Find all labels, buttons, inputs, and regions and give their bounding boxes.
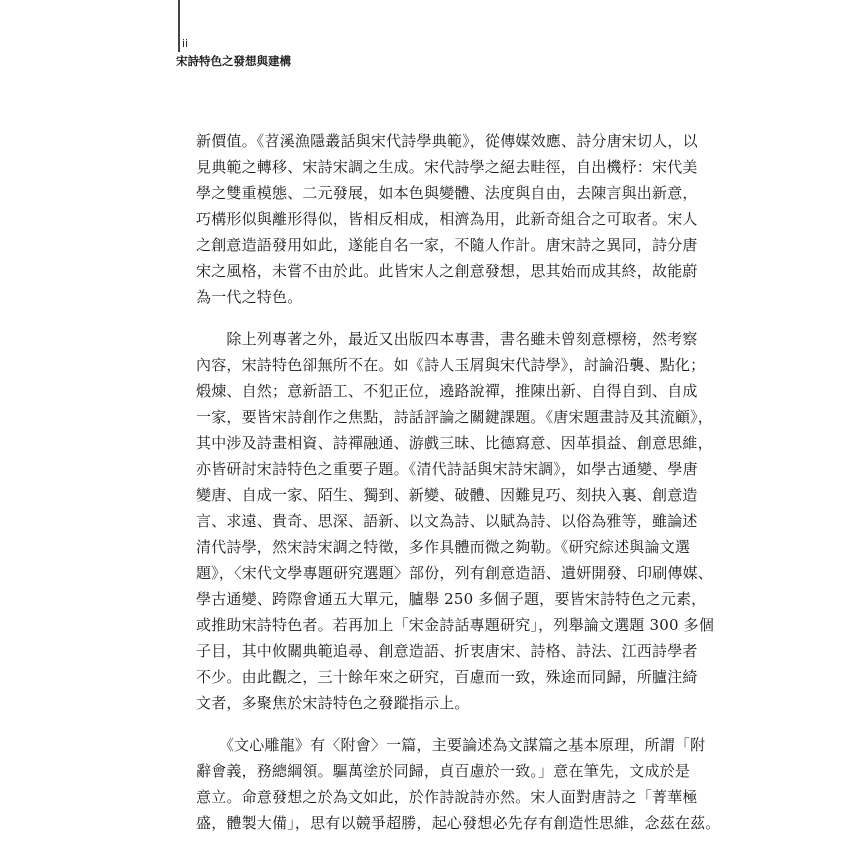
- text-line: 見典範之轉移、宋詩宋調之生成。宋代詩學之絕去畦徑，自出機杼：宋代美: [196, 158, 698, 176]
- text-line: 意立。命意發想之於為文如此，於作詩說詩亦然。宋人面對唐詩之「菁華極: [196, 788, 698, 806]
- text-line: 煅煉、自然；意新語工、不犯正位，遶路說禪，推陳出新、自得自到、自成: [196, 382, 698, 400]
- text-line: 辭會義，務總綱領。驅萬塗於同歸，貞百慮於一致。」意在筆先，文成於是: [196, 762, 691, 780]
- margin-rule: [178, 0, 180, 52]
- text-line: 變唐、自成一家、陌生、獨到、新變、破體、因難見巧、刻抉入裏、創意造: [196, 486, 698, 504]
- text-line: 《文心雕龍》有〈附會〉一篇，主要論述為文謀篇之基本原理，所謂「附: [196, 736, 706, 754]
- text-line: 宋之風格，未嘗不由於此。此皆宋人之創意發想，思其始而成其終，故能蔚: [196, 262, 698, 280]
- page-number: ii: [182, 37, 189, 50]
- text-line: 亦皆研討宋詩特色之重要子題。《清代詩話與宋詩宋調》，如學古通變、學唐: [196, 460, 698, 478]
- text-line: 學之雙重模態、二元發展，如本色與變體、法度與自由，去陳言與出新意，: [196, 184, 698, 202]
- running-head: 宋詩特色之發想與建構: [176, 54, 291, 68]
- body-text: [196, 128, 721, 852]
- text-line: 新價值。《苕溪漁隱叢話與宋代詩學典範》，從傳媒效應、詩分唐宋切人，以: [196, 132, 698, 150]
- text-line: 盛，體製大備」，思有以競爭超勝，起心發想必先存有創造性思維，念茲在茲。: [196, 814, 721, 832]
- text-line: 子目，其中攸關典範追尋、創意造語、折衷唐宋、詩格、詩法、江西詩學者: [196, 642, 698, 660]
- paragraph: [196, 128, 698, 310]
- text-line: 其中涉及詩畫相資、詩禪融通、游戲三昧、比德寫意、因革損益、創意思維，: [196, 434, 713, 452]
- text-line: 之創意造語發用如此，遂能自名一家，不隨人作計。唐宋詩之異同，詩分唐: [196, 236, 698, 254]
- text-line: 除上列專著之外，最近又出版四本專書，書名雖未曾刻意標榜，然考察: [196, 330, 698, 348]
- text-line: 題》，〈宋代文學專題研究選題〉部份，列有創意造語、遺妍開發、印刷傳媒、: [196, 564, 714, 582]
- text-line: 一家，要皆宋詩創作之焦點，詩話評論之關鍵課題。《唐宋題畫詩及其流顧》，: [196, 408, 714, 426]
- text-line: 內容，宋詩特色卻無所不在。如《詩人玉屑與宋代詩學》，討論沿襲、點化；: [196, 356, 706, 374]
- text-line: 言、求遠、貴奇、思深、語新、以文為詩、以賦為詩、以俗為雅等，雖論述: [196, 512, 698, 530]
- text-line: 文者，多聚焦於宋詩特色之發蹤指示上。: [196, 694, 470, 712]
- paragraph: [196, 326, 715, 716]
- paragraph: [196, 732, 721, 836]
- text-line: 不少。由此觀之，三十餘年來之研究，百慮而一致，殊途而同歸，所臚注綺: [196, 668, 698, 686]
- text-line: 或推助宋詩特色者。若再加上「宋金詩話專題研究」，列舉論文選題 300 多個: [196, 616, 715, 634]
- text-line: 清代詩學，然宋詩宋調之特徵，多作具體而微之夠勒。《研究綜述與論文選: [196, 538, 691, 556]
- text-line: 為一代之特色。: [196, 288, 303, 306]
- text-line: 巧構形似與離形得似，皆相反相成，相濟為用，此新奇組合之可取者。宋人: [196, 210, 698, 228]
- text-line: 學古通變、跨際會通五大單元，臚舉 250 多個子題，要皆宋詩特色之元素，: [196, 590, 707, 608]
